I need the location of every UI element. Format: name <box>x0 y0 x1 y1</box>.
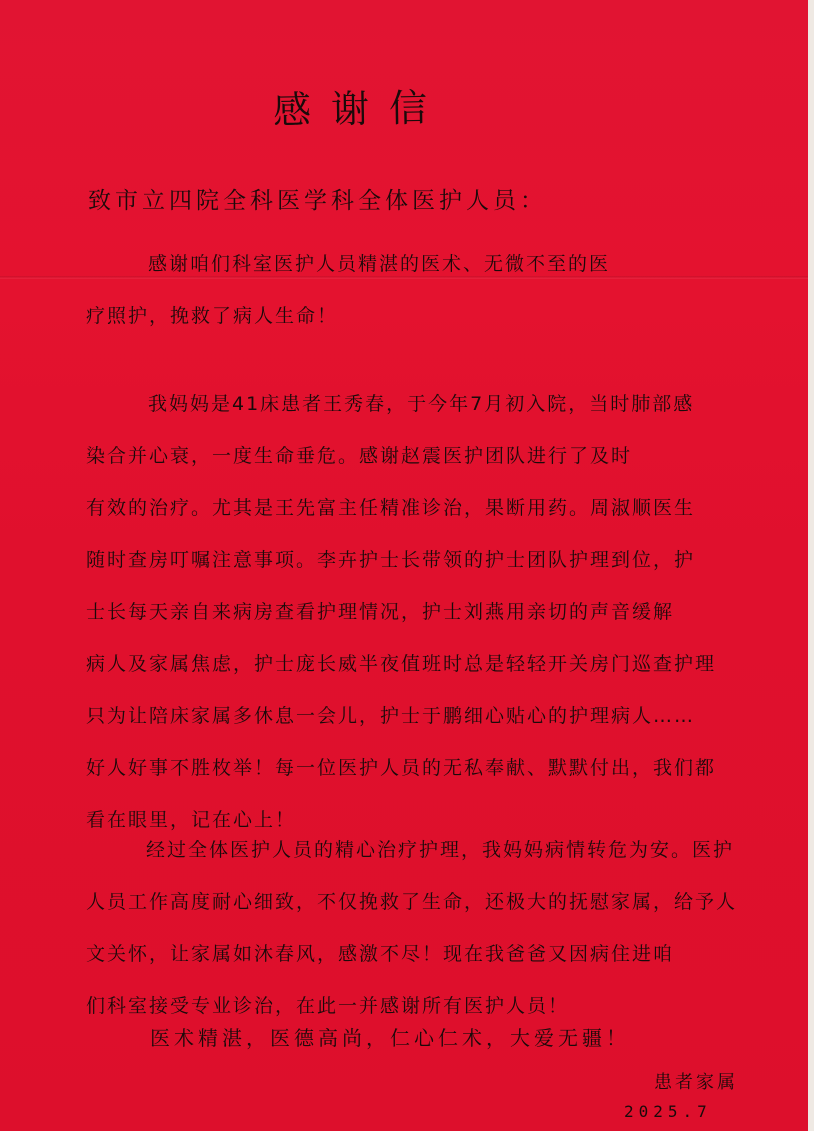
letter-closing: 医术精湛，医德高尚，仁心仁术，大爱无疆！ <box>150 1026 630 1050</box>
paragraph-3-line-4: 们科室接受专业诊治，在此一并感谢所有医护人员！ <box>86 995 570 1017</box>
paragraph-2-line-8: 好人好事不胜枚举！每一位医护人员的无私奉献、默默付出，我们都 <box>86 757 717 779</box>
paragraph-2-line-4: 随时查房叮嘱注意事项。李卉护士长带领的护士团队护理到位，护 <box>86 549 696 571</box>
paragraph-1 <box>86 238 786 342</box>
paragraph-2-line-5: 士长每天亲自来病房查看护理情况，护士刘燕用亲切的声音缓解 <box>86 601 675 623</box>
letter-signature: 患者家属 <box>654 1072 738 1093</box>
paragraph-1-line-1: 感谢咱们科室医护人员精湛的医术、无微不至的医 <box>148 253 611 275</box>
paragraph-3-line-1: 经过全体医护人员的精心治疗护理，我妈妈病情转危为安。医护 <box>146 839 735 861</box>
paragraph-2-line-1: 我妈妈是41床患者王秀春，于今年7月初入院，当时肺部感 <box>148 393 695 415</box>
letter-title: 感谢信 <box>272 85 448 133</box>
paragraph-2-line-7: 只为让陪床家属多休息一会儿，护士于鹏细心贴心的护理病人…… <box>86 705 696 727</box>
paragraph-3-line-2: 人员工作高度耐心细致，不仅挽救了生命，还极大的抚慰家属，给予人 <box>86 891 738 913</box>
paragraph-2 <box>86 378 786 846</box>
paragraph-2-line-3: 有效的治疗。尤其是王先富主任精准诊治，果断用药。周淑顺医生 <box>86 497 696 519</box>
paragraph-1-line-2: 疗照护，挽救了病人生命！ <box>86 305 339 327</box>
paragraph-3 <box>86 824 786 1032</box>
paragraph-3-line-3: 文关怀，让家属如沐春风，感激不尽！现在我爸爸又因病住进咱 <box>86 943 675 965</box>
letter-date: 2025.7 <box>624 1102 712 1121</box>
paragraph-2-line-9: 看在眼里，记在心上！ <box>86 809 297 831</box>
paragraph-2-line-2: 染合并心衰，一度生命垂危。感谢赵震医护团队进行了及时 <box>86 445 633 467</box>
paragraph-2-line-6: 病人及家属焦虑，护士庞长威半夜值班时总是轻轻开关房门巡查护理 <box>86 653 717 675</box>
letter-salutation: 致市立四院全科医学科全体医护人员： <box>88 188 547 214</box>
paper-edge <box>808 0 814 1131</box>
